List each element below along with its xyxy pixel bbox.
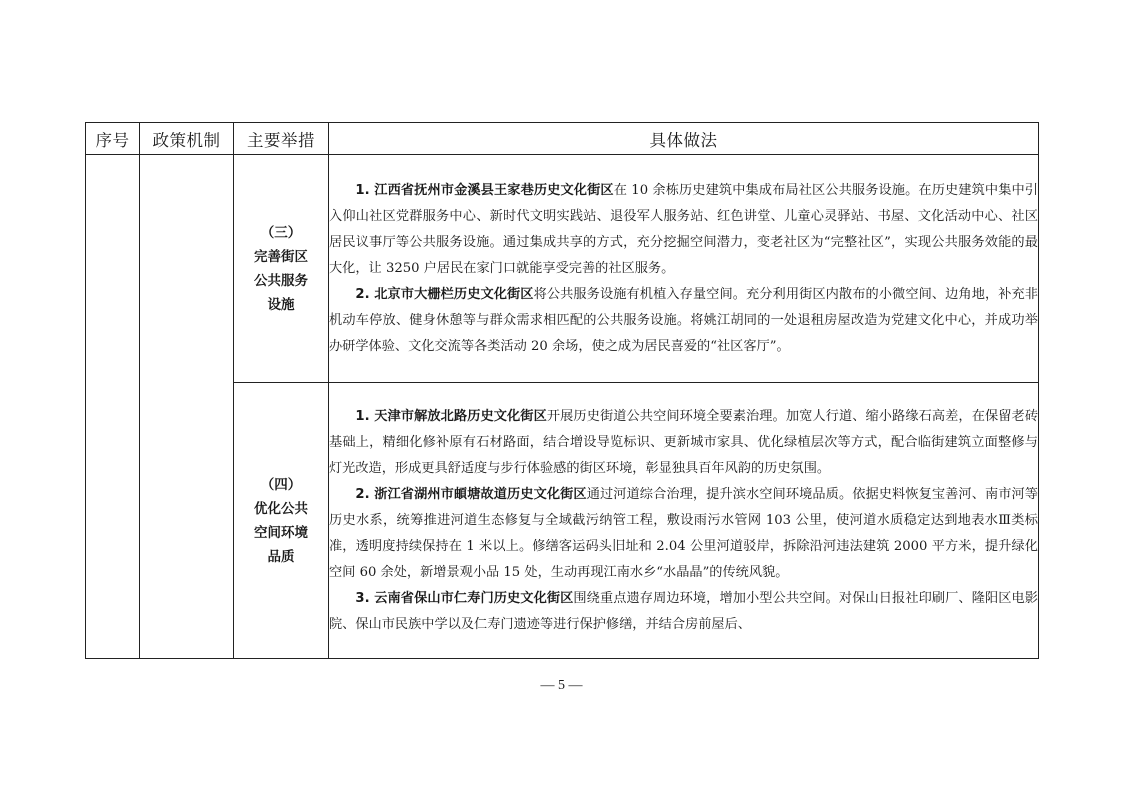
index-cell [86, 155, 140, 659]
practice-text: 将公共服务设施有机植入存量空间。充分利用街区内散布的小微空间、边角地，补充非机动车停放、健身休憩等与群众需求相匹配的公共服务设施。将姚江胡同的一处退租房屋改造为党建文化中心，并成功举办研学体验、文化交流等各类活动 20 余场，使之成为居民喜爱的“社区客厅”。 [329, 286, 1038, 354]
measure-title-line: 完善街区 [254, 248, 308, 265]
table-row [86, 155, 1039, 383]
practice-lead: 2. 浙江省湖州市頔塘故道历史文化街区 [355, 486, 587, 502]
practice-lead: 2. 北京市大栅栏历史文化街区 [355, 286, 534, 302]
practice-lead: 1. 天津市解放北路历史文化街区 [355, 408, 547, 424]
practice-text: 通过河道综合治理，提升滨水空间环境品质。依据史料恢复宝善河、南市河等历史水系，统筹推进河道生态修复与全域截污纳管工程，敷设雨污水管网 103 公里，使河道水质稳定达到地表水Ⅲ类标准，透明度持续保持在 1 米以上。修缮客运码头旧址和 2.04 公里河道驳岸，拆除沿河违法建筑 2000 平方米，提升绿化空间 60 余处，新增景观小品 15 处，生动再现江南水乡“水晶晶”的传统风貌。 [329, 486, 1038, 580]
table-header-row [86, 123, 1039, 155]
practice-paragraph [329, 586, 1038, 638]
practice-lead: 3. 云南省保山市仁寿门历史文化街区 [355, 590, 574, 606]
practice-text: 围绕重点遗存周边环境，增加小型公共空间。对保山日报社印刷厂、隆阳区电影院、保山市民族中学以及仁寿门遗迹等进行保护修缮，并结合房前屋后、 [329, 590, 1038, 632]
page-number: — 5 — [540, 678, 583, 693]
header-measure: 主要举措 [234, 123, 329, 155]
practice-text: 在 10 余栋历史建筑中集成布局社区公共服务设施。在历史建筑中集中引入仰山社区党群服务中心、新时代文明实践站、退役军人服务站、红色讲堂、儿童心灵驿站、书屋、文化活动中心、社区居民议事厅等公共服务设施。通过集成共享的方式，充分挖掘空间潜力，变老社区为“完整社区”，实现公共服务效能的最大化，让 3250 户居民在家门口就能享受完善的社区服务。 [329, 182, 1038, 276]
practice-lead: 1. 江西省抚州市金溪县王家巷历史文化街区 [355, 182, 614, 198]
header-mechanism: 政策机制 [140, 123, 234, 155]
measure-cell [234, 383, 329, 659]
measure-number: （三） [260, 224, 302, 241]
measure-title-line: 品质 [267, 548, 295, 565]
practice-cell [329, 155, 1039, 383]
measure-number: （四） [260, 476, 302, 493]
practice-cell [329, 383, 1039, 659]
header-index: 序号 [86, 123, 140, 155]
practice-paragraph [329, 482, 1038, 586]
practice-text: 开展历史街道公共空间环境全要素治理。加宽人行道、缩小路缘石高差，在保留老砖基础上，精细化修补原有石材路面，结合增设导览标识、更新城市家具、优化绿植层次等方式，配合临街建筑立面整修与灯光改造，形成更具舒适度与步行体验感的街区环境，彰显独具百年风韵的历史氛围。 [329, 408, 1038, 476]
mechanism-cell [140, 155, 234, 659]
measure-title-line: 空间环境 [254, 524, 308, 541]
measure-cell [234, 155, 329, 383]
practice-paragraph [329, 282, 1038, 360]
header-practice: 具体做法 [329, 123, 1039, 155]
practice-paragraph [329, 404, 1038, 482]
measure-title-line: 优化公共 [254, 500, 308, 517]
measure-title-line: 公共服务 [254, 272, 308, 289]
practice-paragraph [329, 178, 1038, 282]
policy-table [85, 122, 1039, 659]
measure-title-line: 设施 [267, 296, 295, 313]
